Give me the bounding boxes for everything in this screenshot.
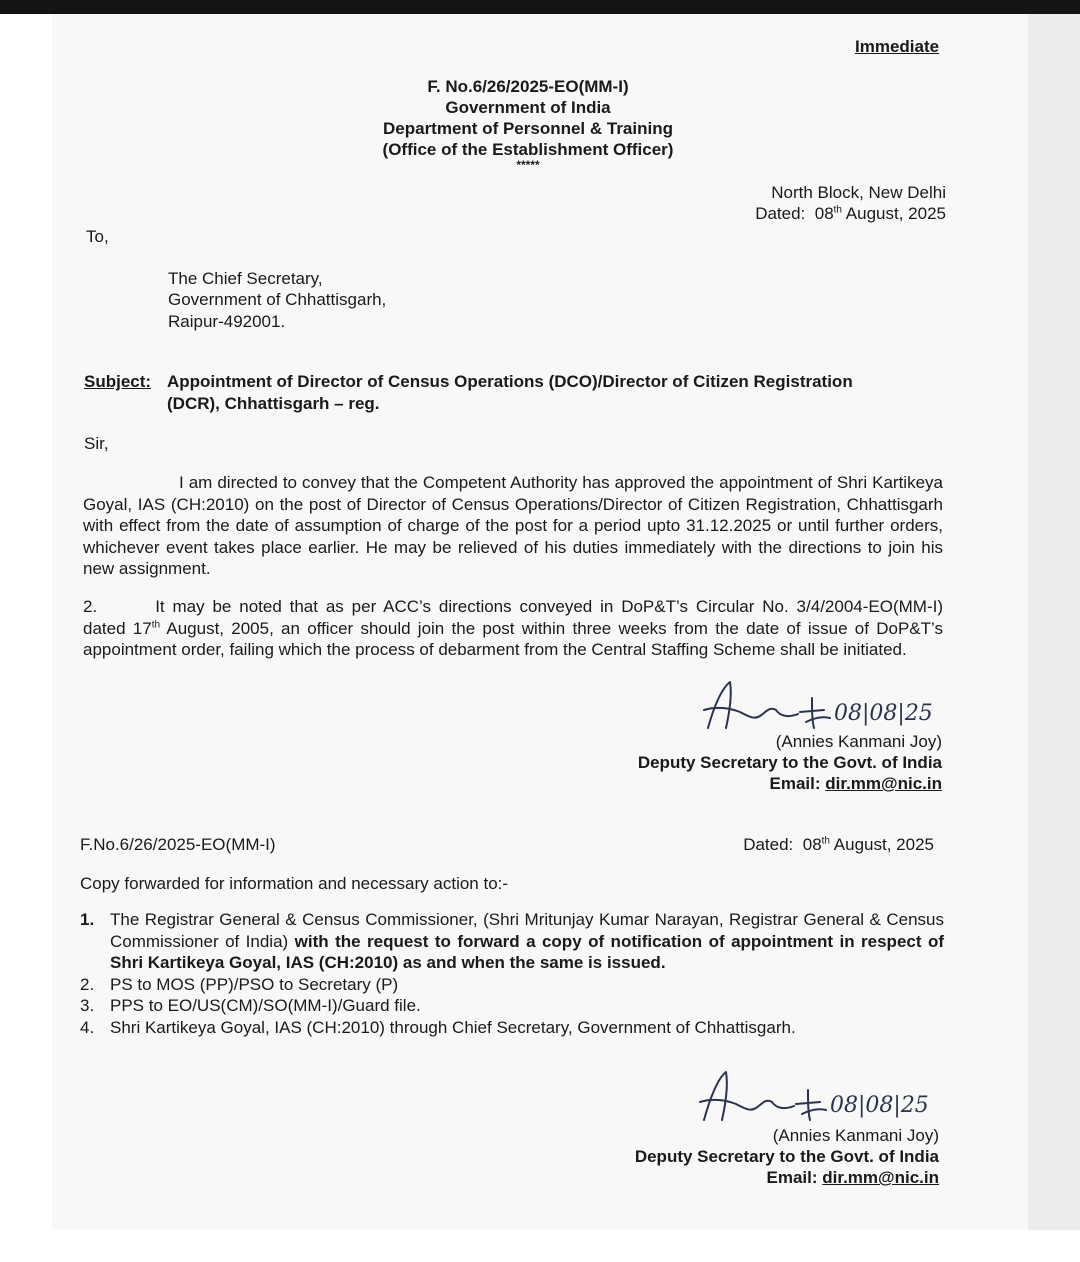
signatory-1-email-line: Email: dir.mm@nic.in xyxy=(769,774,942,793)
paragraph-1: I am directed to convey that the Competent Authority has approved the appointment of Shri Kartikeya Goyal, IAS (CH:2010) on the post of Director of Census Operations/Director of Citizen Registration, Chhattisgarh with effect from the date of assumption of charge of the post for a period upto 31.12.2025 or until further orders, whichever event takes place earlier. He may be relieved of his duties immediately with the directions to join his new assignment. xyxy=(83,473,943,578)
signature-1-date: 08|08|25 xyxy=(834,701,933,726)
addressee-line-1: The Chief Secretary, xyxy=(168,269,323,288)
list-item: 2. PS to MOS (PP)/PSO to Secretary (P) xyxy=(80,974,399,994)
office-heading: (Office of the Establishment Officer) xyxy=(382,140,674,159)
copy-intro: Copy forwarded for information and necessary action to:- xyxy=(80,874,509,893)
signatory-2-designation: Deputy Secretary to the Govt. of India xyxy=(634,1147,939,1166)
signatory-2-email-link[interactable]: dir.mm@nic.in xyxy=(822,1168,939,1187)
file-number: F. No.6/26/2025-EO(MM-I) xyxy=(427,77,629,96)
signatory-2-email-line: Email: dir.mm@nic.in xyxy=(766,1168,939,1187)
government-heading: Government of India xyxy=(445,98,611,117)
paragraph-2: 2. It may be noted that as per ACC’s directions conveyed in DoP&T’s Circular No. 3/4/2004-EO(MM-I) dated 17th August, 2005, an officer should join the post within three weeks from the date of issue of DoP&T’s appointment order, failing which the process of debarment from the Central Staffing Scheme shall be initiated. xyxy=(83,597,943,659)
copy-recipient-list xyxy=(80,909,944,1038)
subject-line-1: Appointment of Director of Census Operations (DCO)/Director of Citizen Registration xyxy=(167,372,853,391)
addressee-line-3: Raipur-492001. xyxy=(168,312,286,331)
window-top-bar xyxy=(0,0,1080,14)
list-item: 1. The Registrar General & Census Commissioner, (Shri Mritunjay Kumar Narayan, Registrar General & Census Commissioner of India) with the request to forward a copy of notification of appointment in respect of Shri Kartikeya Goyal, IAS (CH:2010) as and when the same is issued. xyxy=(80,910,944,972)
salutation: Sir, xyxy=(84,434,109,453)
signature-2-handwriting xyxy=(696,1066,956,1126)
department-heading: Department of Personnel & Training xyxy=(383,119,673,138)
list-item: 4. Shri Kartikeya Goyal, IAS (CH:2010) through Chief Secretary, Government of Chhattisgarh. xyxy=(80,1017,796,1037)
dated-line: Dated: 08th August, 2025 xyxy=(755,204,946,223)
list-item: 3. PPS to EO/US(CM)/SO(MM-I)/Guard file. xyxy=(80,996,421,1015)
signatory-1-name: (Annies Kanmani Joy) xyxy=(775,732,942,751)
subject-label: Subject: xyxy=(84,372,152,391)
page-margin xyxy=(1028,14,1080,1230)
separator-stars: ***** xyxy=(516,158,540,172)
copy-dated-line: Dated: 08th August, 2025 xyxy=(743,835,934,854)
copy-file-number: F.No.6/26/2025-EO(MM-I) xyxy=(80,835,276,854)
signatory-1-designation: Deputy Secretary to the Govt. of India xyxy=(637,753,942,772)
signature-2-date: 08|08|25 xyxy=(830,1093,929,1118)
signature-1-handwriting xyxy=(700,676,960,734)
signatory-1-email-link[interactable]: dir.mm@nic.in xyxy=(825,774,942,793)
to-label: To, xyxy=(86,227,109,246)
addressee-line-2: Government of Chhattisgarh, xyxy=(168,290,387,309)
place-line: North Block, New Delhi xyxy=(771,183,946,202)
subject-line-2: (DCR), Chhattisgarh – reg. xyxy=(167,394,380,413)
priority-label: Immediate xyxy=(855,37,940,56)
signatory-2-name: (Annies Kanmani Joy) xyxy=(772,1126,939,1145)
